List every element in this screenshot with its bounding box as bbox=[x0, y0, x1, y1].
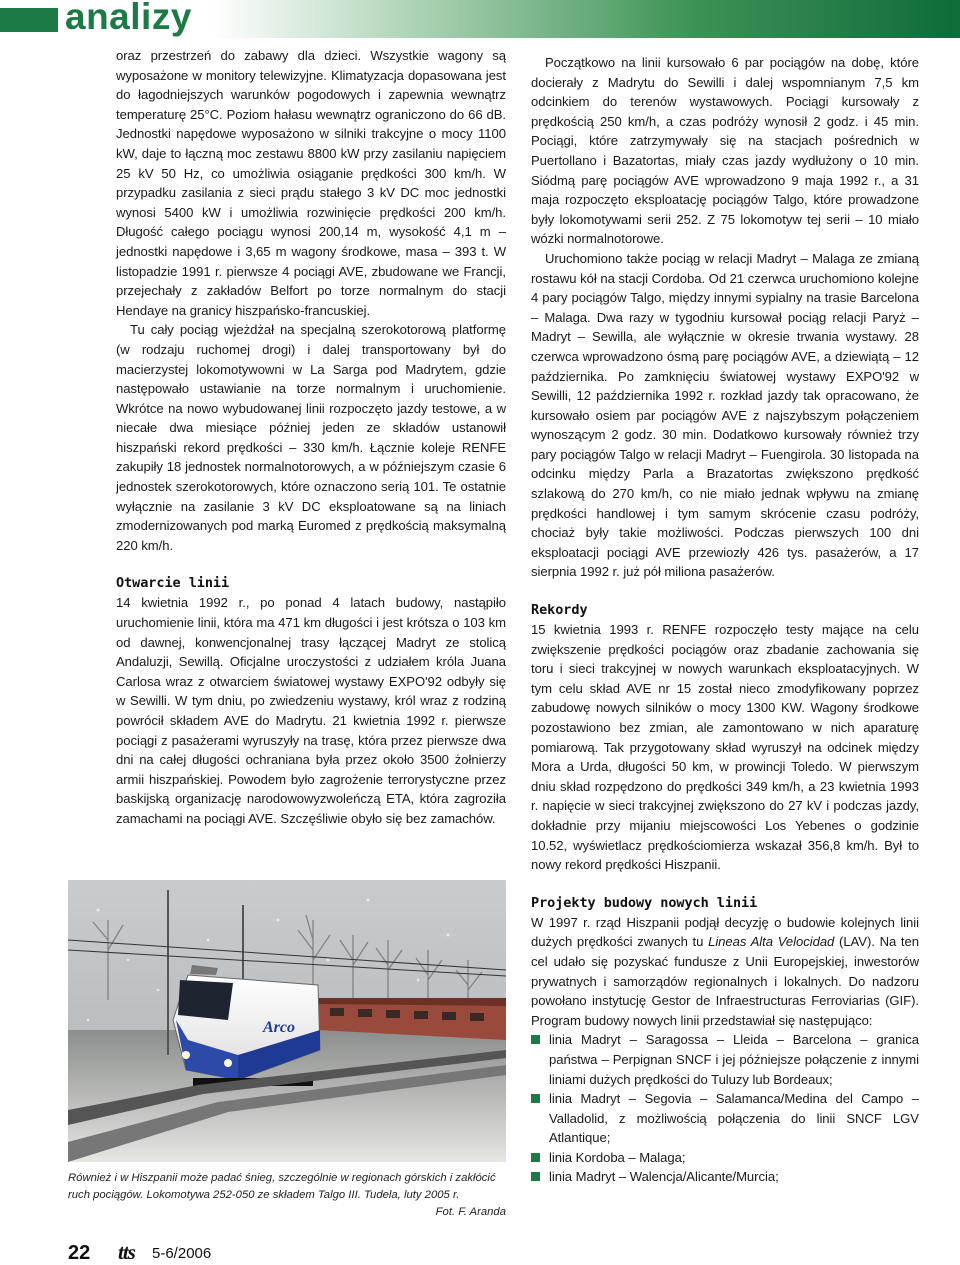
photo-caption-text: Również i w Hiszpanii może padać śnieg, szczególnie w regionach górskich i zakłócić ruch pociągów. Lokomotywa 252-050 ze składem Talgo III. Tudela, luty 2005 r. bbox=[68, 1172, 496, 1201]
left-paragraph-2: Tu cały pociąg wjeżdżał na specjalną szerokotorową platformę (w rodzaju ruchomej drogi) i dalej transportowany był do macierzystej lokomotywowni w La Sarga pod Madrytem, gdzie następowało ustawianie na torze normalnym i uruchomienie. Wkrótce na nowo wybudowanej linii rozpoczęto jazdy testowe, a w niecałe dwa miesiące później jeden ze składów ustanowił hiszpański rekord prędkości – 330 km/h. Łącznie koleje RENFE zakupiły 18 jednostek normalnotorowych, a w późniejszym czasie 6 jednostek szerokotorowych, które oznaczono serią 101. Te ostatnie wyłącznie na zasilanie 3 kV DC eksploatowane są na liniach zmodernizowanych pod marką Euromed z prędkością maksymalną 220 km/h. bbox=[116, 322, 506, 553]
section-header bbox=[0, 0, 960, 38]
magazine-logo: tts bbox=[118, 1240, 135, 1264]
p4-italic-term: Lineas Alta Velocidad bbox=[708, 934, 835, 950]
bullet-square-icon bbox=[531, 1172, 540, 1181]
list-item: linia Madryt – Walencja/Alicante/Murcia; bbox=[531, 1167, 919, 1187]
heading-otwarcie-linii: Otwarcie linii bbox=[116, 575, 230, 592]
p4-text-after: (LAV). Na ten cel udało się pozyskać fundusze z Unii Europejskiej, inwestorów prywatnych i samorządów regionalnych i lokalnych. Do nadzoru powołano instytucję Gestor de Infraestructuras Ferroviarias (GIF). Program budowy nowych linii przedstawiał się następująco: bbox=[531, 934, 919, 1028]
page-number: 22 bbox=[68, 1242, 91, 1264]
left-paragraph-3: 14 kwietnia 1992 r., po ponad 4 latach budowy, nastąpiło uruchomienie linii, która ma 471 km długości i jest krótsza o 103 km od dawnej, konwencjonalnej trasy łączącej Madryt ze stolicą Andaluzji, Sewillą. Oficjalne uroczystości z udziałem króla Juana Carlosa wraz z otwarciem światowej wystawy EXPO'92 odbyły się w Sewilli. W tym dniu, po zwiedzeniu wystawy, król wraz z rodziną powrócił składem AVE do Madrytu. 21 kwietnia 1992 r. pierwsze pociągi z pasażerami wyruszyły na trasę, która przez pierwsze dwa dni na całej długości ochraniana była przez około 3500 żołnierzy armii hiszpańskiej. Powodem było zagrożenie terrorystyczne przez baskijską organizację narodowowyzwoleńczą ETA, która zagroziła zamachami na pociągi AVE. Szczęśliwie obyło się bez zamachów. bbox=[116, 595, 506, 826]
right-paragraph-1: Początkowo na linii kursowało 6 par pociągów na dobę, które docierały z Madrytu do Sewilli i dalej wspomnianym 7,5 km odcinkiem do terenów wystawowych. Pociągi kursowały z prędkością 250 km/h, a czas podróży wynosił 2 godz. i 45 min. Pociągi, które zatrzymywały się na stacjach pośrednich w Puertollano i Bazatortas, miały czas jazdy wydłużony o 10 min. Siódmą parę pociągów AVE wprowadzono 9 maja 1992 r., a 31 maja rozpoczęto eksploatację pociągów Talgo, które prowadzone były lokomotywami serii 252. Z 75 lokomotyw tej serii – 10 miało wózki normalnotorowe. bbox=[531, 55, 919, 247]
train-photo bbox=[68, 880, 506, 1162]
p4-text-before: W 1997 r. rząd Hiszpanii podjął decyzję o budowie kolejnych linii dużych prędkości zwanych tu bbox=[531, 914, 919, 950]
photo-caption bbox=[68, 1170, 506, 1221]
bullet-square-icon bbox=[531, 1153, 540, 1162]
header-accent-bar bbox=[0, 8, 58, 32]
right-paragraph-4 bbox=[531, 913, 919, 1031]
bullet-square-icon bbox=[531, 1035, 540, 1044]
lines-list bbox=[531, 1030, 919, 1187]
locomotive-lettering: Arco bbox=[263, 1019, 295, 1036]
heading-projekty: Projekty budowy nowych linii bbox=[531, 894, 758, 911]
section-title: analizy bbox=[65, 0, 192, 37]
photo-credit: Fot. F. Aranda bbox=[435, 1206, 506, 1218]
list-item: linia Madryt – Saragossa – Lleida – Barcelona – granica państwa – Perpignan SNCF i jej późniejsze połączenie z innymi liniami dużych prędkości do Tuluzy lub Bordeaux; bbox=[531, 1030, 919, 1089]
right-paragraph-2: Uruchomiono także pociąg w relacji Madryt – Malaga ze zmianą rostawu kół na stacji Cordoba. Od 21 czerwca uruchomiono kolejne 4 pary pociągów Talgo, między innymi sypialny na trasie Barcelona – Malaga. Dwa razy w tygodniu kursował pociąg relacji Paryż – Madryt – Sewilla, ale wyłącznie w okresie trwania wystawy. 28 czerwca wprowadzono ósmą parę pociągów AVE, a dziewiątą – 12 października. Po zamknięciu światowej wystawy EXPO'92 w Sewilli, 12 października 1992 r. rozkład jazdy tak opracowano, że kursowało osiem par pociągów AVE z najszybszym połączeniem wynoszącym 2 godz. 30 min. Dodatkowo kursowały również trzy pary pociągów Talgo w relacji Madryt – Fuengirola. 30 listopada na odcinku między Parla a Brazatortas zwiększono prędkość szlakową do 270 km/h, co nie miało jednak wpływu na zmianę prędkości handlowej i tym samym skrócenie czasu podróży, chociaż były takie możliwości. Podczas pierwszych 100 dni eksploatacji pociągi AVE przewiozły 426 tys. pasażerów, a 17 sierpnia 1992 r. już pół miliona pasażerów. bbox=[531, 250, 919, 580]
issue-number: 5-6/2006 bbox=[152, 1245, 212, 1262]
left-column bbox=[116, 46, 506, 829]
train-photo-illustration bbox=[68, 880, 506, 1162]
bullet-square-icon bbox=[531, 1094, 540, 1103]
list-item: linia Kordoba – Malaga; bbox=[531, 1148, 919, 1168]
list-item: linia Madryt – Segovia – Salamanca/Medina del Campo – Valladolid, z możliwością połączenia do linii SNCF LGV Atlantique; bbox=[531, 1089, 919, 1148]
left-paragraph-1: oraz przestrzeń do zabawy dla dzieci. Wszystkie wagony są wyposażone w monitory telewizyjne. Klimatyzacja dopasowana jest do łagodniejszych warunków pogodowych i zapewnia wewnątrz temperaturę 25°C. Poziom hałasu wewnątrz ograniczono do 66 dB. Jednostki napędowe wyposażono w silniki trakcyjne o mocy 1100 kW, daje to łączną moc zestawu 8800 kW przy zasilaniu napięciem 25 kV 50 Hz, co umożliwia osiąganie prędkości 300 km/h. W przypadku zasilania z sieci prądu stałego 3 kV DC moc jednostki wynosi 5400 kW i umożliwia rozwinięcie prędkości 200 km/h. Długość całego pociągu wynosi 200,14 m, wysokość 4,1 m – jednostki napędowe i 3,65 m wagony środkowe, masa – 393 t. W listopadzie 1991 r. pierwsze 4 pociągi AVE, zbudowane we Francji, przejechały z zakładów Belfort po torze normalnym do stacji Hendaye na granicy hiszpańsko-francuskiej. bbox=[116, 48, 506, 318]
heading-rekordy: Rekordy bbox=[531, 602, 588, 619]
right-column bbox=[531, 53, 919, 1187]
right-paragraph-3: 15 kwietnia 1993 r. RENFE rozpoczęło testy mające na celu zwiększenie prędkości pociągów oraz zbadanie zachowania się toru i sieci trakcyjnej w nowych warunkach eksploatacyjnych. W tym celu skład AVE nr 15 został nieco zmodyfikowany poprzez zabudowę nowych silników o mocy 1300 KW. Wagony środkowe pozostawiono bez zmian, ale zamontowano w nich aparaturę pomiarową. Tak przygotowany skład wyruszył na odcinek między Mora a Urda, długości 50 km, w prowincji Toledo. W pierwszym dniu skład rozpędzono do prędkości 349 km/h, a 23 kwietnia 1993 r. napięcie w sieci trakcyjnej zwiększono do 27 kV i podczas jazdy, dokładnie przy mijaniu miejscowości Los Yebenes o godzinie 10.52, wyświetlacz prędkościomierza wskazał 356,8 km/h. Był to nowy rekord prędkości Hiszpanii. bbox=[531, 622, 919, 873]
